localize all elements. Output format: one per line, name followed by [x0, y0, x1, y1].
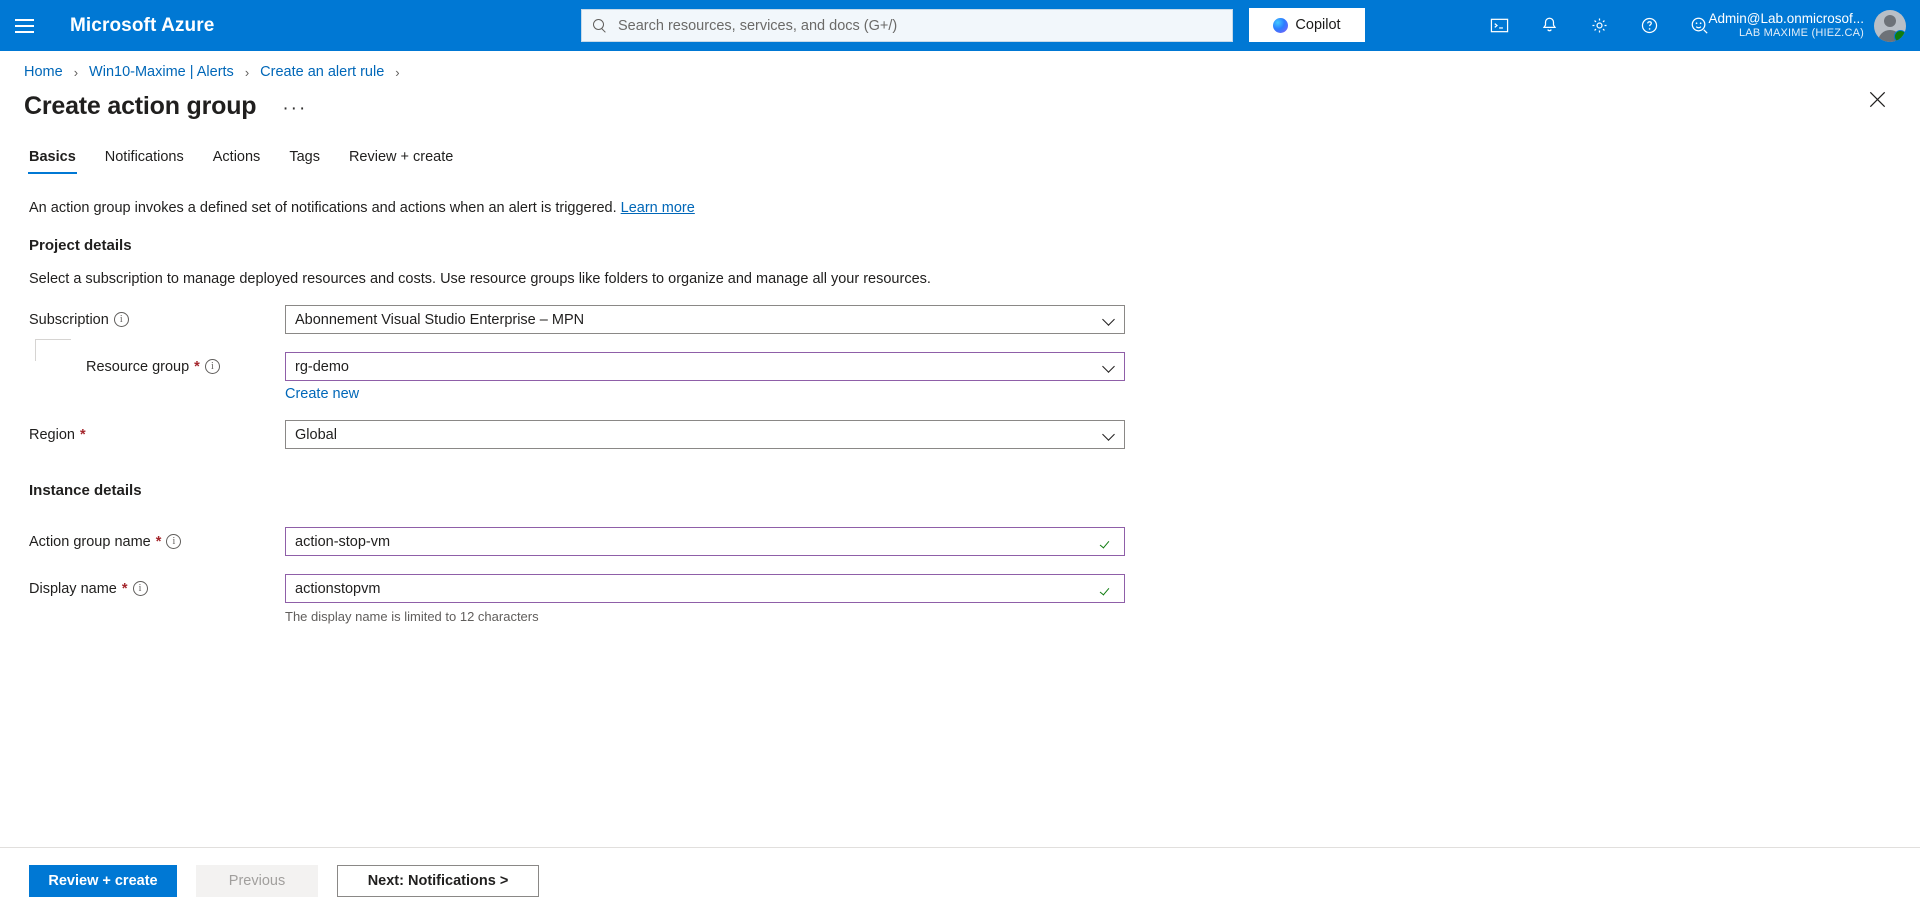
field-subscription: [29, 305, 1920, 334]
intro-text-row: [29, 200, 1920, 216]
breadcrumb-separator-icon: ›: [73, 64, 79, 80]
display-name-input[interactable]: [285, 574, 1125, 603]
resource-group-label: Resource group: [86, 358, 190, 375]
tab-basics[interactable]: Basics: [29, 149, 76, 174]
menu-hamburger-icon[interactable]: [0, 0, 48, 51]
copilot-icon: [1273, 18, 1288, 33]
global-search[interactable]: [581, 9, 1233, 42]
copilot-button[interactable]: [1249, 8, 1365, 42]
display-name-label-wrap: [29, 581, 285, 597]
breadcrumb-separator-icon: ›: [244, 64, 250, 80]
tab-actions[interactable]: Actions: [212, 149, 261, 165]
breadcrumb-item-alerts[interactable]: Win10-Maxime | Alerts: [89, 64, 234, 80]
required-asterisk: *: [194, 358, 200, 375]
action-group-name-label-wrap: [29, 534, 285, 550]
action-group-name-control: [285, 527, 1125, 556]
display-name-control: [285, 574, 1125, 603]
subscription-select[interactable]: [285, 305, 1125, 334]
cloud-shell-icon[interactable]: [1474, 0, 1524, 51]
region-control: [285, 420, 1125, 449]
more-commands-icon[interactable]: ···: [282, 97, 308, 119]
avatar[interactable]: [1874, 10, 1906, 42]
breadcrumb-separator-icon: ›: [395, 64, 400, 80]
required-asterisk: *: [155, 533, 162, 550]
next-notifications-button[interactable]: Next: Notifications >: [337, 865, 539, 897]
account-menu[interactable]: [1708, 0, 1906, 51]
resource-group-select[interactable]: [285, 352, 1125, 381]
resource-group-control: [285, 352, 1125, 381]
wizard-footer: [0, 847, 1920, 914]
search-icon: [592, 18, 608, 34]
hierarchy-bracket: [35, 339, 71, 361]
wizard-tabs: [0, 121, 1920, 174]
tab-notifications[interactable]: Notifications: [104, 149, 184, 165]
project-details-description: Select a subscription to manage deployed resources and costs. Use resource groups like folders to organize and manage all your resources.: [29, 271, 931, 287]
review-create-button[interactable]: Review + create: [29, 865, 177, 897]
instance-details-heading: Instance details: [29, 482, 142, 499]
form-content: [0, 200, 1920, 624]
subscription-label: Subscription: [29, 311, 109, 328]
breadcrumb-item-create-alert-rule[interactable]: Create an alert rule: [260, 64, 385, 80]
learn-more-link[interactable]: Learn more: [620, 200, 695, 216]
field-resource-group: [29, 352, 1920, 381]
help-question-icon[interactable]: [1624, 0, 1674, 51]
subscription-control: [285, 305, 1125, 334]
info-icon[interactable]: i: [133, 581, 148, 596]
field-display-name: [29, 574, 1920, 603]
previous-button: Previous: [196, 865, 318, 897]
subscription-label-wrap: [29, 312, 285, 328]
region-select[interactable]: [285, 420, 1125, 449]
required-asterisk: *: [79, 426, 86, 443]
page-title: Create action group: [24, 92, 257, 120]
global-header: [0, 0, 1920, 51]
region-label-wrap: [29, 427, 285, 443]
display-name-label: Display name: [29, 580, 117, 597]
action-group-name-label: Action group name: [29, 533, 151, 550]
create-new-resource-group-link[interactable]: Create new: [285, 386, 360, 402]
action-group-name-input[interactable]: [285, 527, 1125, 556]
breadcrumb-item-home[interactable]: Home: [24, 64, 63, 80]
required-asterisk: *: [121, 580, 128, 597]
azure-brand-title[interactable]: Microsoft Azure: [70, 14, 215, 36]
search-input[interactable]: [616, 17, 1222, 35]
field-action-group-name: [29, 527, 1920, 556]
project-details-heading: Project details: [29, 237, 132, 254]
account-tenant: LAB MAXIME (HIEZ.CA): [1738, 27, 1864, 39]
copilot-label: Copilot: [1295, 17, 1341, 33]
settings-gear-icon[interactable]: [1574, 0, 1624, 51]
header-icon-group: [1474, 0, 1724, 51]
field-region: [29, 420, 1920, 449]
presence-badge: [1894, 30, 1906, 42]
account-name: Admin@Lab.onmicrosof...: [1708, 10, 1864, 26]
info-icon[interactable]: i: [114, 312, 129, 327]
info-icon[interactable]: i: [205, 359, 220, 374]
page-title-row: [0, 80, 1920, 121]
display-name-help-text: The display name is limited to 12 characters: [285, 609, 539, 624]
region-label: Region: [29, 426, 75, 443]
info-icon[interactable]: i: [166, 534, 181, 549]
intro-text: An action group invokes a defined set of notifications and actions when an alert is triggered.: [29, 200, 617, 216]
tab-review-create[interactable]: Review + create: [348, 149, 454, 165]
tab-tags[interactable]: Tags: [289, 149, 320, 165]
notifications-bell-icon[interactable]: [1524, 0, 1574, 51]
close-icon[interactable]: [1860, 82, 1894, 116]
breadcrumb: [0, 51, 1920, 80]
